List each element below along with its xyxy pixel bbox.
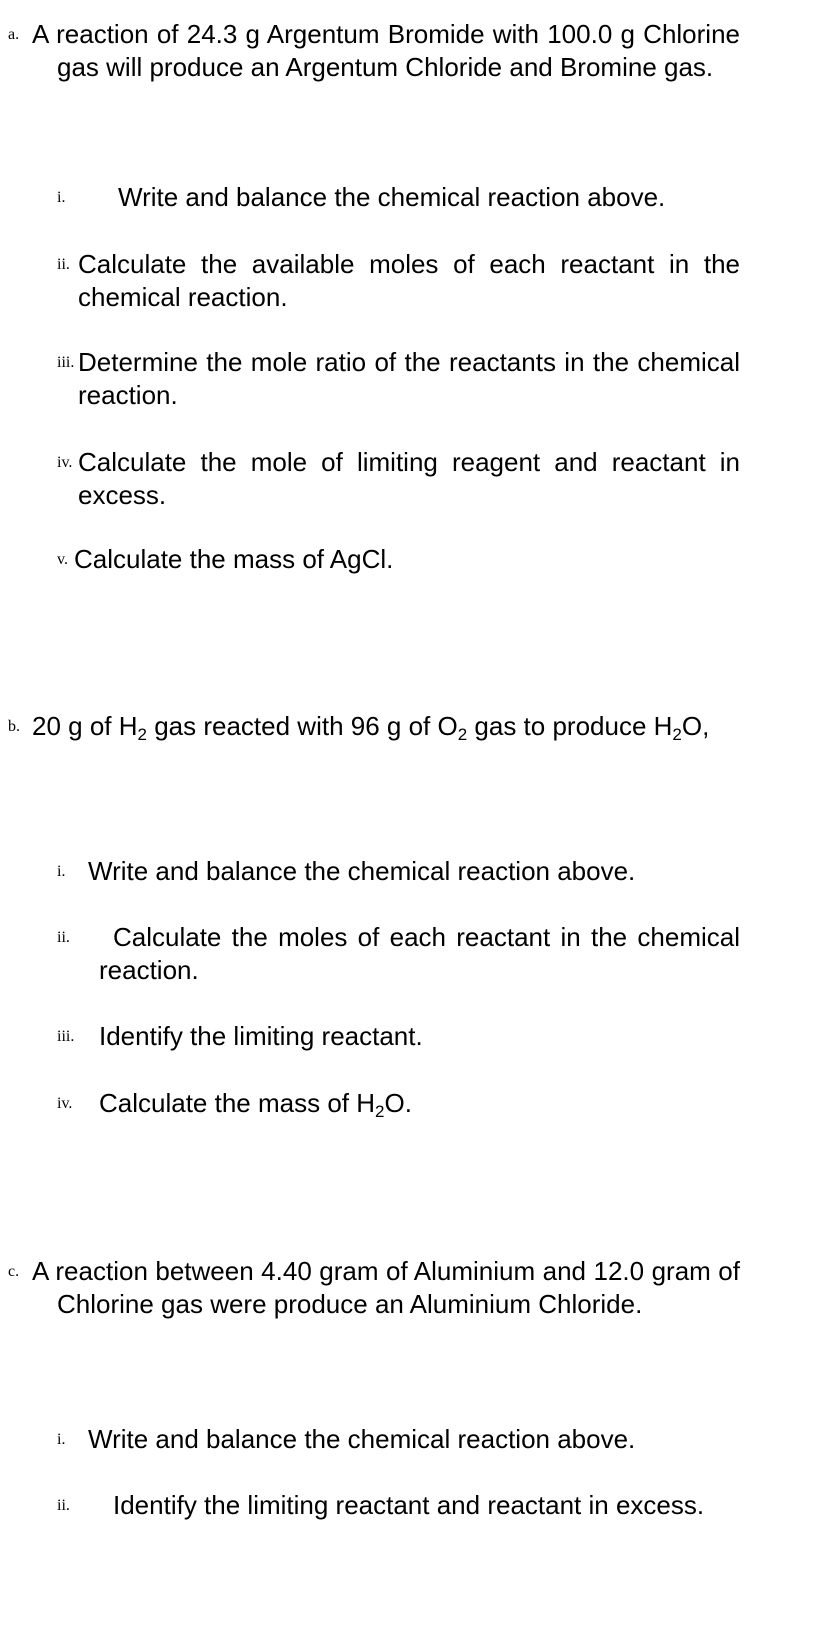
question-b-text (32, 710, 740, 744)
question-a-i-text: Write and balance the chemical reaction above. (118, 182, 666, 212)
text-segment: gas to produce H (467, 711, 673, 741)
question-b-iv-text (99, 1087, 740, 1120)
question-c-ii-label: ii. (57, 1497, 70, 1514)
subscript: 2 (457, 725, 468, 744)
question-b-iii-text: Identify the limiting reactant. (99, 1021, 423, 1051)
question-c-i-text: Write and balance the chemical reaction above. (88, 1424, 636, 1454)
question-c-i-label: i. (57, 1431, 66, 1448)
question-a-ii-text: Calculate the available moles of each reactant in the chemical reaction. (78, 249, 740, 312)
text-segment: 20 g of H (32, 711, 138, 741)
question-b-label: b. (8, 718, 20, 735)
question-b-ii-text: Calculate the moles of each reactant in the chemical reaction. (99, 922, 740, 985)
question-a-ii-label: ii. (57, 256, 70, 273)
question-a-v-text: Calculate the mass of AgCl. (74, 544, 394, 574)
question-a-iv-text: Calculate the mole of limiting reagent and reactant in excess. (78, 447, 740, 510)
question-a-label: a. (8, 26, 20, 43)
question-a-iii-text: Determine the mole ratio of the reactants in the chemical reaction. (78, 347, 740, 410)
question-a-i-label: i. (57, 189, 66, 206)
question-b-i-text: Write and balance the chemical reaction above. (88, 856, 636, 886)
question-b-ii-label: ii. (57, 929, 70, 946)
text-segment: gas reacted with 96 g of O (146, 711, 458, 741)
question-b-iii-label: iii. (57, 1028, 75, 1045)
question-a-iii-label: iii. (57, 354, 75, 371)
question-a-v-label: v. (57, 551, 68, 568)
question-c-label: c. (8, 1263, 20, 1280)
text-segment: O, (681, 711, 710, 741)
subscript: 2 (375, 1102, 385, 1121)
question-b-i-label: i. (57, 863, 66, 880)
question-a-text: A reaction of 24.3 g Argentum Bromide with 100.0 g Chlorine gas will produce an Argentum Chloride and Bromine gas. (32, 19, 740, 82)
subscript: 2 (672, 725, 682, 744)
question-c-ii-text: Identify the limiting reactant and reactant in excess. (113, 1490, 705, 1520)
text-segment: O. (384, 1088, 412, 1118)
subscript: 2 (137, 725, 147, 744)
question-b-iv-label: iv. (57, 1095, 73, 1112)
text-segment: Calculate the mass of H (99, 1088, 376, 1118)
question-a-iv-label: iv. (57, 454, 73, 471)
question-c-text: A reaction between 4.40 gram of Aluminium and 12.0 gram of Chlorine gas were produce an Aluminium Chloride. (32, 1256, 740, 1319)
